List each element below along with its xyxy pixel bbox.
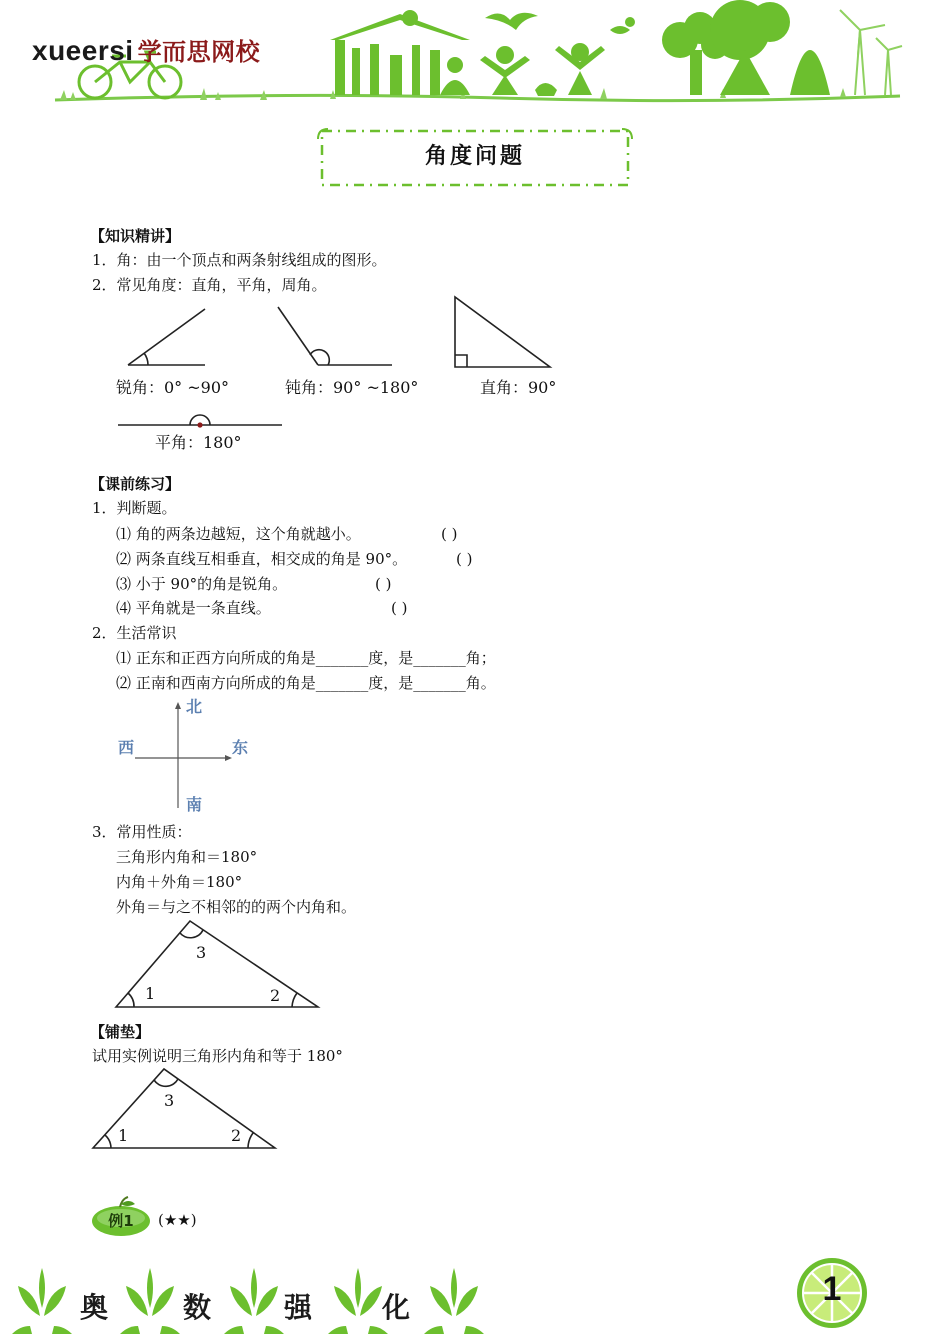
page-title: 角度问题 <box>424 143 525 169</box>
compass-east: 东 <box>232 738 249 757</box>
knowledge-item-2: 2．常见角度：直角，平角，周角。 <box>92 276 327 294</box>
right-angle-label: 直角：90° <box>480 378 557 397</box>
foundation-heading: 【铺垫】 <box>90 1023 151 1041</box>
footer-char-3: 强 <box>284 1291 313 1324</box>
practice-q1: 1．判断题。 <box>92 499 177 517</box>
leaf-cluster-icon <box>12 1268 72 1334</box>
straight-angle-vertex <box>197 422 202 427</box>
compass-north: 北 <box>186 697 203 716</box>
compass-west: 西 <box>118 738 135 757</box>
wind-turbine-icon <box>840 10 902 95</box>
brand-logo <box>32 32 260 67</box>
acute-angle-figure <box>128 309 205 365</box>
page-number-badge <box>795 1256 869 1330</box>
obtuse-angle-label: 钝角：90° ~180° <box>285 378 419 397</box>
example-badge <box>90 1196 152 1238</box>
property-item-3: 外角＝与之不相邻的的两个内角和。 <box>116 898 357 916</box>
straight-angle-label: 平角：180° <box>155 433 242 452</box>
east-arrow-icon <box>225 755 232 761</box>
judge-bracket-4[interactable]: ( ) <box>391 599 408 617</box>
triangle-diagram-1 <box>110 915 330 1015</box>
obtuse-angle-figure <box>278 307 392 365</box>
practice-q2: 2．生活常识 <box>92 624 177 642</box>
footer-char-4: 化 <box>382 1291 411 1324</box>
north-arrow-icon <box>175 702 181 709</box>
triangle2-angle-1: 1 <box>118 1126 129 1145</box>
judge-bracket-2[interactable]: ( ) <box>456 550 473 568</box>
example-difficulty: (★★) <box>158 1211 197 1229</box>
knowledge-heading: 【知识精讲】 <box>90 227 181 245</box>
property-item-1: 三角形内角和＝180° <box>116 848 258 866</box>
right-angle-figure <box>455 297 550 367</box>
example-badge-label: 例1 <box>108 1212 134 1230</box>
footer-char-1: 奥 <box>80 1291 109 1324</box>
header-banner <box>0 0 950 110</box>
judge-item-2: ⑵ 两条直线互相垂直，相交成的角是 90°。 <box>116 550 408 568</box>
compass-south: 南 <box>186 795 203 814</box>
property-item-2: 内角＋外角＝180° <box>116 873 243 891</box>
judge-bracket-3[interactable]: ( ) <box>375 575 392 593</box>
footer-char-2: 数 <box>183 1291 212 1324</box>
tree-icon <box>662 0 830 95</box>
common-sense-item-2: ⑵ 正南和西南方向所成的角是_______度，是_______角。 <box>116 674 496 692</box>
triangle1-angle-3: 3 <box>196 943 207 962</box>
title-box <box>316 125 634 191</box>
judge-item-4: ⑷ 平角就是一条直线。 <box>116 599 271 617</box>
compass-diagram <box>130 700 240 810</box>
triangle2-angle-3: 3 <box>164 1091 175 1110</box>
bird-icon <box>485 13 538 30</box>
triangle2-angle-2: 2 <box>231 1126 242 1145</box>
page-number: 1 <box>822 1270 842 1308</box>
judge-item-1: ⑴ 角的两条边越短，这个角就越小。 <box>116 525 361 543</box>
brand-cn: 学而思网校 <box>137 38 261 66</box>
judge-item-3: ⑶ 小于 90°的角是锐角。 <box>116 575 288 593</box>
triangle1-angle-2: 2 <box>270 986 281 1005</box>
brand-latin: xueersi <box>32 35 134 66</box>
practice-heading: 【课前练习】 <box>90 475 181 493</box>
people-icon <box>440 17 635 96</box>
judge-bracket-1[interactable]: ( ) <box>441 525 458 543</box>
common-sense-item-1: ⑴ 正东和正西方向所成的角是_______度，是_______角； <box>116 649 496 667</box>
knowledge-item-1: 1．角：由一个顶点和两条射线组成的图形。 <box>92 251 387 269</box>
triangle1-angle-1: 1 <box>145 984 156 1003</box>
practice-q3: 3．常用性质： <box>92 823 192 841</box>
acute-angle-label: 锐角：0° ~90° <box>116 378 230 397</box>
foundation-text: 试用实例说明三角形内角和等于 180° <box>92 1047 343 1065</box>
house-icon <box>330 10 470 95</box>
